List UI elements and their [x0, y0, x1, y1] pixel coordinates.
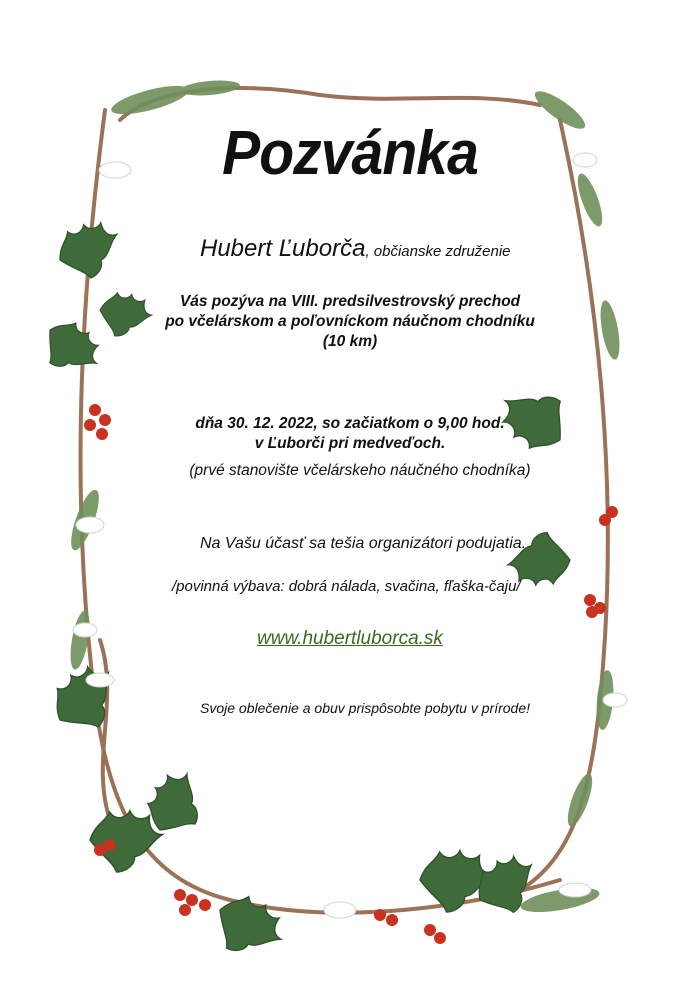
- welcome-text: Na Vašu účasť sa tešia organizátori podujatia.: [200, 535, 527, 552]
- clothing-note: Svoje oblečenie a obuv prispôsobte pobytu v prírode!: [200, 700, 530, 716]
- organizer-type: , občianske združenie: [365, 243, 511, 260]
- invitation-text: [160, 292, 540, 352]
- event-date: dňa 30. 12. 2022, so začiatkom o 9,00 hod.: [195, 415, 505, 432]
- page-title: Pozvánka: [222, 119, 478, 188]
- invitation-distance: (10 km): [322, 333, 378, 350]
- website-link[interactable]: www.hubertluborca.sk: [257, 628, 443, 649]
- organizer-line: [200, 235, 511, 263]
- invitation-line-1: Vás pozýva na VIII. predsilvestrovský prechod: [179, 293, 521, 310]
- invitation-line-2: po včelárskom a poľovníckom náučnom chodníku: [165, 313, 535, 330]
- event-place: v Ľuborči pri medveďoch.: [254, 435, 446, 452]
- event-details: [170, 414, 530, 454]
- equipment-text: /povinná výbava: dobrá nálada, svačina, fľaška-čaju/: [172, 578, 521, 595]
- organizer-name: Hubert Ľuborča: [200, 235, 366, 262]
- event-station: (prvé stanovište včelárskeho náučného chodníka): [189, 462, 531, 479]
